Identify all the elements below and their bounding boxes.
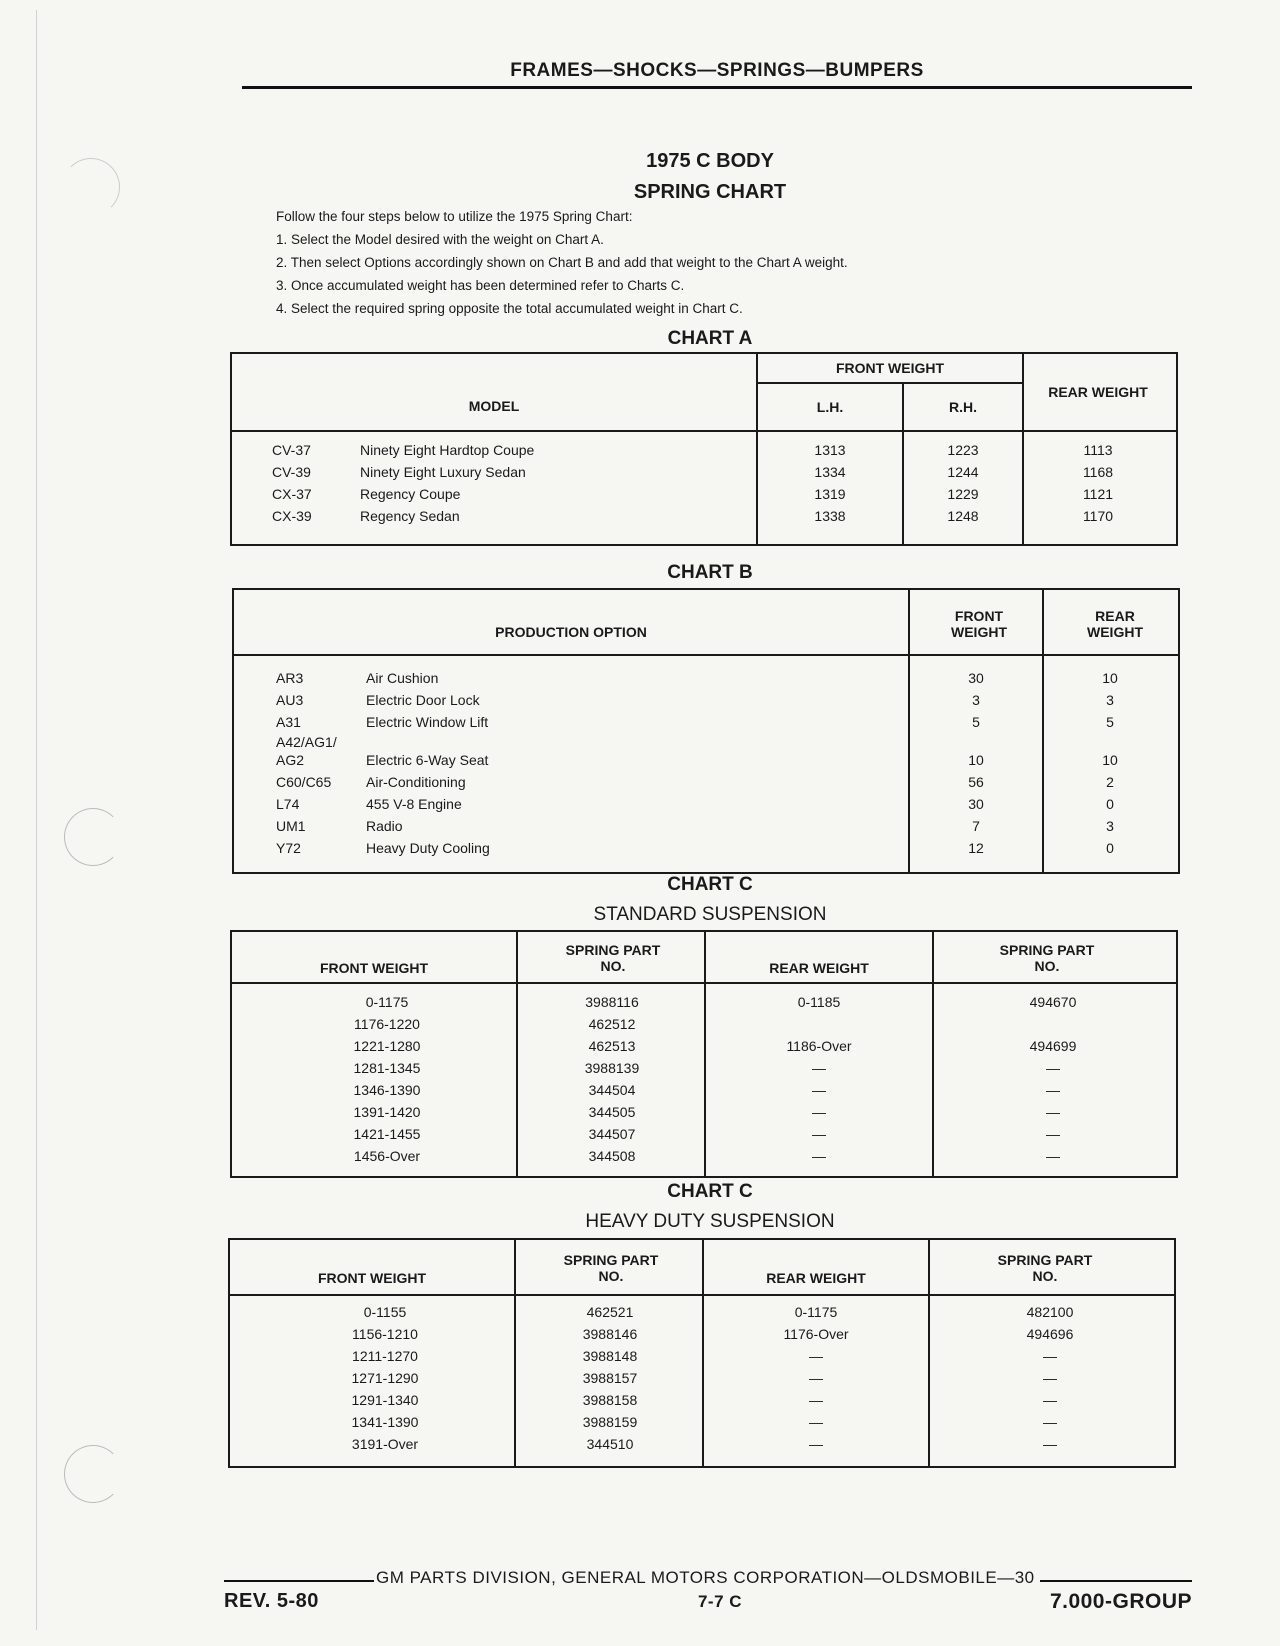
rear-spring-part-no: — xyxy=(1043,1370,1057,1386)
rear-weight-range: — xyxy=(809,1370,823,1386)
front-weight-range: 1456-Over xyxy=(353,1148,421,1164)
front-weight: 12 xyxy=(968,840,984,856)
front-weight-range: 1391-1420 xyxy=(353,1104,421,1120)
hd-header-spring-part-no-rear: SPRING PART NO. xyxy=(997,1252,1093,1284)
instruction-step: 3. Once accumulated weight has been determined refer to Charts C. xyxy=(276,278,685,293)
rear-spring-part-no: 482100 xyxy=(1026,1304,1074,1320)
front-spring-part-no: 344507 xyxy=(588,1126,636,1142)
table-row xyxy=(234,818,1178,840)
hd-header-rear-weight: REAR WEIGHT xyxy=(766,1270,866,1286)
front-spring-part-no: 3988158 xyxy=(582,1392,638,1408)
model-code: CV-37 xyxy=(272,442,311,458)
front-weight-range: 1221-1280 xyxy=(353,1038,421,1054)
rear-weight-range: 1176-Over xyxy=(783,1326,849,1342)
rear-weight: 1121 xyxy=(1082,486,1114,502)
option-name: Electric Door Lock xyxy=(366,692,480,708)
table-row xyxy=(234,774,1178,796)
rear-weight: 0 xyxy=(1106,796,1114,812)
chart-b-title: CHART B xyxy=(667,562,753,583)
model-name: Ninety Eight Luxury Sedan xyxy=(360,464,526,480)
lh-weight: 1313 xyxy=(814,442,846,458)
table-row xyxy=(230,1370,1174,1392)
model-name: Regency Sedan xyxy=(360,508,460,524)
front-spring-part-no: 462521 xyxy=(586,1304,634,1320)
chart-b-header-front-weight: FRONT WEIGHT xyxy=(951,608,1007,640)
rear-weight: 10 xyxy=(1102,670,1118,686)
front-weight: 30 xyxy=(968,796,984,812)
hd-header-front-weight: FRONT WEIGHT xyxy=(317,1270,427,1286)
rear-spring-part-no: — xyxy=(1043,1392,1057,1408)
instructions xyxy=(276,205,848,320)
model-name: Ninety Eight Hardtop Coupe xyxy=(360,442,535,458)
front-weight-range: 1346-1390 xyxy=(353,1082,421,1098)
instructions-intro: Follow the four steps below to utilize the 1975 Spring Chart: xyxy=(276,209,633,224)
chart-b-header-rear-weight: REAR WEIGHT xyxy=(1087,608,1143,640)
front-weight: 3 xyxy=(972,692,980,708)
rear-spring-part-no: 494696 xyxy=(1026,1326,1074,1342)
table-row xyxy=(232,1148,1176,1170)
rh-weight: 1244 xyxy=(947,464,979,480)
option-name: Air-Conditioning xyxy=(366,774,466,790)
rear-spring-part-no: — xyxy=(1046,1126,1060,1142)
option-code: AR3 xyxy=(276,670,304,686)
table-row xyxy=(232,1060,1176,1082)
option-name: Heavy Duty Cooling xyxy=(366,840,490,856)
rh-weight: 1248 xyxy=(947,508,979,524)
table-row xyxy=(234,692,1178,714)
option-code: A42/AG1/ xyxy=(276,734,337,750)
rh-weight: 1223 xyxy=(947,442,979,458)
front-spring-part-no: 3988116 xyxy=(585,994,639,1010)
rear-spring-part-no: — xyxy=(1046,1148,1060,1164)
option-code: AU3 xyxy=(276,692,304,708)
front-weight-range: 0-1155 xyxy=(363,1304,407,1320)
rear-weight-range: 0-1185 xyxy=(797,994,841,1010)
table-row xyxy=(232,1016,1176,1038)
rear-spring-part-no: 494670 xyxy=(1029,994,1077,1010)
model-code: CX-39 xyxy=(272,508,312,524)
option-code: AG2 xyxy=(276,752,305,768)
table-row xyxy=(232,1126,1176,1148)
table-row xyxy=(232,442,1176,464)
rear-spring-part-no: — xyxy=(1043,1436,1057,1452)
front-weight-range: 3191-Over xyxy=(351,1436,419,1452)
footer-page-number: 7-7 C xyxy=(697,1592,743,1611)
footer-revision: REV. 5-80 xyxy=(224,1590,319,1612)
table-row xyxy=(234,734,1178,752)
table-row xyxy=(232,994,1176,1016)
front-weight-range: 0-1175 xyxy=(365,994,409,1010)
footer-group: 7.000-GROUP xyxy=(1049,1590,1192,1613)
table-row xyxy=(232,1104,1176,1126)
footer-rule-right xyxy=(1040,1580,1192,1582)
model-code: CX-37 xyxy=(272,486,312,502)
lh-weight: 1338 xyxy=(814,508,846,524)
front-weight-range: 1421-1455 xyxy=(353,1126,421,1142)
rear-weight-range: — xyxy=(812,1148,826,1164)
header-rule xyxy=(242,86,1192,89)
instruction-step: 4. Select the required spring opposite the total accumulated weight in Chart C. xyxy=(276,301,743,316)
binder-hole-mark xyxy=(64,1445,122,1503)
front-spring-part-no: 3988148 xyxy=(582,1348,638,1364)
hd-header-spring-part-no: SPRING PART NO. xyxy=(563,1252,659,1284)
table-row xyxy=(230,1304,1174,1326)
rear-weight: 3 xyxy=(1106,692,1114,708)
chart-c-heavy-duty-subtitle: HEAVY DUTY SUSPENSION xyxy=(585,1211,835,1232)
footer-rule-left xyxy=(224,1580,374,1582)
rear-weight: 0 xyxy=(1106,840,1114,856)
table-row xyxy=(232,486,1176,508)
rear-weight: 1170 xyxy=(1082,508,1114,524)
rear-weight: 5 xyxy=(1106,714,1114,730)
front-spring-part-no: 344508 xyxy=(588,1148,636,1164)
front-spring-part-no: 3988139 xyxy=(584,1060,640,1076)
front-spring-part-no: 3988157 xyxy=(582,1370,638,1386)
option-name: Air Cushion xyxy=(366,670,439,686)
table-row xyxy=(232,1082,1176,1104)
front-weight: 5 xyxy=(972,714,980,730)
option-code: UM1 xyxy=(276,818,306,834)
option-code: L74 xyxy=(276,796,300,812)
doc-title-line2: SPRING CHART xyxy=(633,181,787,203)
rear-weight-range: — xyxy=(812,1082,826,1098)
front-weight-range: 1271-1290 xyxy=(351,1370,419,1386)
doc-title-line1: 1975 C BODY xyxy=(646,150,774,172)
front-spring-part-no: 344505 xyxy=(588,1104,636,1120)
rear-spring-part-no: 494699 xyxy=(1029,1038,1077,1054)
std-header-spring-part-no-rear: SPRING PART NO. xyxy=(999,942,1095,974)
chart-a-header-front-weight: FRONT WEIGHT xyxy=(835,360,945,376)
chart-a-header-rh: R.H. xyxy=(949,399,977,415)
option-code: A31 xyxy=(276,714,301,730)
table-row xyxy=(234,752,1178,774)
front-weight: 7 xyxy=(972,818,980,834)
option-name: Electric 6-Way Seat xyxy=(366,752,489,768)
rear-weight-range: — xyxy=(812,1104,826,1120)
chart-c-standard-table xyxy=(230,930,1178,1178)
rear-weight-range: — xyxy=(809,1392,823,1408)
std-header-rear-weight: REAR WEIGHT xyxy=(769,960,869,976)
option-name: 455 V-8 Engine xyxy=(366,796,462,812)
std-header-front-weight: FRONT WEIGHT xyxy=(319,960,429,976)
front-weight-range: 1341-1390 xyxy=(351,1414,419,1430)
chart-a-header-lh: L.H. xyxy=(816,399,844,415)
option-name: Electric Window Lift xyxy=(366,714,489,730)
chart-a-header-rear-weight: REAR WEIGHT xyxy=(1048,384,1148,400)
front-weight: 30 xyxy=(968,670,984,686)
table-row xyxy=(230,1414,1174,1436)
front-weight-range: 1156-1210 xyxy=(352,1326,418,1342)
binder-hole-mark xyxy=(64,808,122,866)
lh-weight: 1319 xyxy=(814,486,846,502)
option-code: C60/C65 xyxy=(276,774,332,790)
chart-a-table xyxy=(230,352,1178,546)
rear-spring-part-no: — xyxy=(1046,1104,1060,1120)
table-row xyxy=(232,1038,1176,1060)
table-row xyxy=(234,670,1178,692)
rear-weight-range: 1186-Over xyxy=(786,1038,852,1054)
std-header-spring-part-no: SPRING PART NO. xyxy=(565,942,661,974)
table-row xyxy=(230,1326,1174,1348)
rh-weight: 1229 xyxy=(947,486,979,502)
table-row xyxy=(230,1348,1174,1370)
front-spring-part-no: 344504 xyxy=(588,1082,636,1098)
rear-weight-range: — xyxy=(809,1414,823,1430)
option-name: Radio xyxy=(366,818,403,834)
chart-b-table xyxy=(232,588,1180,874)
table-row xyxy=(230,1392,1174,1414)
front-spring-part-no: 3988146 xyxy=(582,1326,638,1342)
page-left-edge-line xyxy=(36,10,37,1630)
rear-weight-range: — xyxy=(809,1348,823,1364)
front-weight-range: 1176-1220 xyxy=(354,1016,420,1032)
table-row xyxy=(232,464,1176,486)
table-row xyxy=(234,714,1178,736)
footer-division-text: GM PARTS DIVISION, GENERAL MOTORS CORPORATION—OLDSMOBILE—30 xyxy=(376,1568,1035,1587)
front-weight-range: 1211-1270 xyxy=(352,1348,418,1364)
rear-spring-part-no: — xyxy=(1046,1082,1060,1098)
instruction-step: 1. Select the Model desired with the weight on Chart A. xyxy=(276,232,604,247)
rear-weight: 1113 xyxy=(1083,442,1113,458)
table-row xyxy=(234,840,1178,862)
rear-weight: 3 xyxy=(1106,818,1114,834)
page-header-title: FRAMES—SHOCKS—SPRINGS—BUMPERS xyxy=(510,60,924,81)
rear-spring-part-no: — xyxy=(1043,1348,1057,1364)
option-code: Y72 xyxy=(276,840,301,856)
table-row xyxy=(230,1436,1174,1458)
chart-b-header-option: PRODUCTION OPTION xyxy=(495,624,647,640)
front-spring-part-no: 344510 xyxy=(586,1436,634,1452)
chart-a-title: CHART A xyxy=(667,328,753,349)
rear-weight-range: — xyxy=(812,1126,826,1142)
table-row xyxy=(234,796,1178,818)
rear-spring-part-no: — xyxy=(1043,1414,1057,1430)
instruction-step: 2. Then select Options accordingly shown on Chart B and add that weight to the Chart A weight. xyxy=(276,255,848,270)
front-weight: 56 xyxy=(968,774,984,790)
rear-weight-range: 0-1175 xyxy=(794,1304,838,1320)
front-weight-range: 1291-1340 xyxy=(351,1392,419,1408)
model-name: Regency Coupe xyxy=(360,486,461,502)
chart-c-heavy-duty-title: CHART C xyxy=(667,1181,753,1202)
binder-hole-mark xyxy=(62,158,120,216)
rear-weight-range: — xyxy=(812,1060,826,1076)
rear-weight-range: — xyxy=(809,1436,823,1452)
rear-spring-part-no: — xyxy=(1046,1060,1060,1076)
chart-a-header-model: MODEL xyxy=(468,398,520,414)
rear-weight: 2 xyxy=(1106,774,1114,790)
front-weight-range: 1281-1345 xyxy=(353,1060,421,1076)
model-code: CV-39 xyxy=(272,464,311,480)
chart-c-heavy-duty-table xyxy=(228,1238,1176,1468)
lh-weight: 1334 xyxy=(814,464,846,480)
front-weight: 10 xyxy=(968,752,984,768)
front-spring-part-no: 462513 xyxy=(588,1038,636,1054)
table-row xyxy=(232,508,1176,530)
chart-c-standard-subtitle: STANDARD SUSPENSION xyxy=(593,904,827,925)
chart-c-standard-title: CHART C xyxy=(667,874,753,895)
rear-weight: 1168 xyxy=(1082,464,1114,480)
rear-weight: 10 xyxy=(1102,752,1118,768)
front-spring-part-no: 462512 xyxy=(588,1016,636,1032)
front-spring-part-no: 3988159 xyxy=(582,1414,638,1430)
